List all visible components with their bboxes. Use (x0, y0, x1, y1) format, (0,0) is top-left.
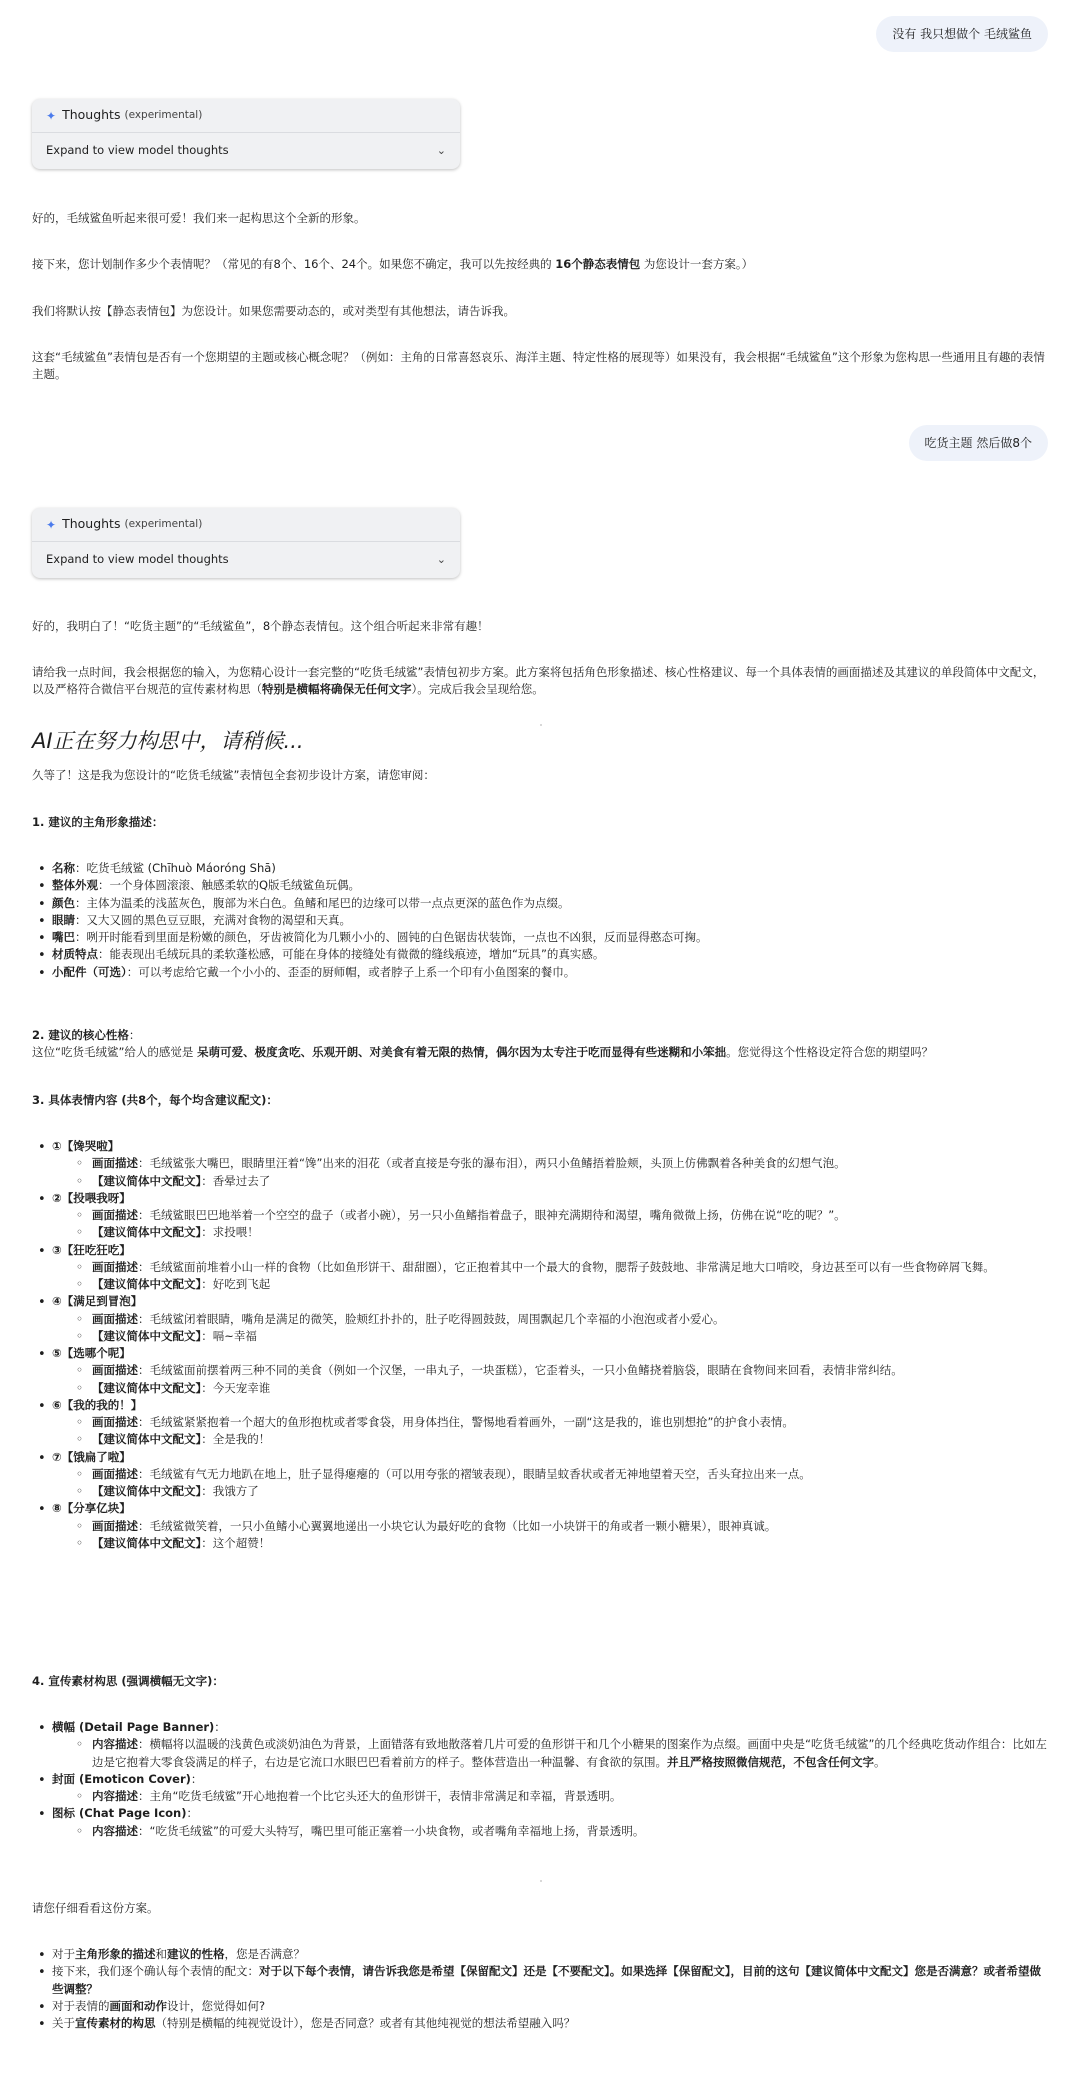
chevron-down-icon: ⌄ (436, 143, 446, 157)
list-item (32, 1719, 1048, 1771)
divider-dot (540, 1880, 542, 1882)
list-item (32, 1138, 1048, 1190)
reply-paragraph: 久等了！这是我为您设计的“吃货毛绒鲨”表情包全套初步设计方案，请您审阅： (32, 768, 435, 782)
item-key: 画面描述 (92, 1156, 138, 1171)
item-head: ③【狂吃狂吃】 (52, 1242, 131, 1257)
item-key: 【建议简体中文配文】 (92, 1173, 202, 1188)
bold-span: 画面和动作 (109, 1998, 167, 2013)
section-title: 3. 具体表情内容 (共8个，每个均含建议配文)： (32, 1093, 278, 1107)
sub-item (52, 1311, 1048, 1328)
promo-list (32, 1719, 1048, 1840)
user-message-row (32, 425, 1048, 461)
thoughts-title: Thoughts (62, 516, 121, 532)
item-value: ：毛绒鲨面前摆着两三种不同的美食（例如一个汉堡，一串丸子，一块蛋糕），它歪着头，一只小鱼鳍挠着脑袋，眼睛在食物间来回看，表情非常纠结。 (138, 1363, 903, 1378)
bold-span: 呆萌可爱、极度贪吃、乐观开朗、对美食有着无限的热情，偶尔因为太专注于吃而显得有些迷糊和小笨拙 (197, 1045, 727, 1060)
reply-paragraph: 好的，我明白了！“吃货主题”的“毛绒鲨鱼”，8个静态表情包。这个组合听起来非常有趣！ (32, 619, 489, 633)
sub-item (52, 1173, 1048, 1190)
sub-list (52, 1362, 1048, 1397)
sub-item (52, 1431, 1048, 1448)
thoughts-card-wrap (32, 99, 1048, 169)
text-span: 关于 (52, 2016, 75, 2030)
item-value: ：今天宠幸谁 (201, 1380, 271, 1395)
expand-thoughts-button[interactable] (32, 542, 460, 578)
expand-thoughts-label: Expand to view model thoughts (46, 143, 229, 158)
thoughts-header (32, 99, 460, 133)
sub-list (52, 1259, 1048, 1294)
text-span: ： (186, 1806, 199, 1821)
text-span: 和 (155, 1947, 167, 1961)
list-item (32, 1345, 1048, 1397)
item-head: ⑧【分享亿块】 (52, 1501, 131, 1516)
text-span: 对于表情的 (52, 1998, 110, 2013)
item-head: 封面 (Emoticon Cover) (52, 1771, 191, 1786)
section-title: 2. 建议的核心性格 (32, 1028, 129, 1042)
thoughts-header (32, 508, 460, 542)
item-value: ：求投喂！ (201, 1225, 259, 1240)
section-title: 4. 宣传素材构思 (强调横幅无文字)： (32, 1674, 224, 1688)
sub-list (52, 1207, 1048, 1242)
reply-paragraph: 这套“毛绒鲨鱼”表情包是否有一个您期望的主题或核心概念呢？（例如：主角的日常喜怒哀乐、海洋主题、特定性格的展现等）如果没有，我会根据“毛绒鲨鱼”这个形象为您构思一些通用且有趣的表情主题。 (32, 350, 1045, 382)
item-value: ：这个超赞！ (201, 1535, 271, 1550)
bold-span: 建议的性格 (167, 1947, 225, 1961)
bold-span: 16个静态表情包 (555, 257, 641, 271)
list-item (32, 1397, 1048, 1449)
reply-paragraph: 好的，毛绒鲨鱼听起来很可爱！我们来一起构思这个全新的形象。 (32, 211, 366, 225)
list-item (32, 1293, 1048, 1345)
item-head: ⑥【我的我的！】 (52, 1397, 143, 1412)
text-span: 为您设计一套方案。） (640, 257, 754, 271)
sub-list (52, 1788, 1048, 1805)
sub-item (52, 1466, 1048, 1483)
bold-span: 宣传素材的构思 (75, 2016, 156, 2030)
text-span: ： (190, 1771, 203, 1786)
sparkle-icon: ✦ (46, 108, 57, 123)
item-key: 内容描述 (92, 1789, 138, 1803)
item-key: 【建议简体中文配文】 (92, 1277, 202, 1291)
reply-paragraph: 请您仔细看看这份方案。 (32, 1901, 159, 1915)
bold-span: 并且严格按照微信规范，不包含任何文字 (667, 1754, 874, 1769)
item-value: ：嗝~幸福 (201, 1328, 257, 1343)
item-value: ：咧开时能看到里面是粉嫩的颜色，牙齿被简化为几颗小小的、圆钝的白色锯齿状装饰，一点也不凶狠，反而显得憨态可掬。 (75, 930, 708, 944)
list-item (32, 1190, 1048, 1242)
item-key: 材质特点 (52, 947, 98, 962)
text-span: ，您是否满意？ (224, 1947, 305, 1961)
list-item (32, 1449, 1048, 1501)
question-list (32, 1946, 1048, 2032)
sub-list (52, 1155, 1048, 1190)
emoticon-list (32, 1138, 1048, 1552)
reply-paragraph: 我们将默认按【静态表情包】为您设计。如果您需要动态的，或对类型有其他想法，请告诉我。 (32, 304, 515, 318)
thoughts-card-wrap (32, 508, 1048, 578)
text-span: ： (214, 1720, 226, 1734)
item-value: ：主角“吃货毛绒鲨”开心地抱着一个比它头还大的鱼形饼干，表情非常满足和幸福，背景透明。 (138, 1789, 622, 1803)
text-span: ）。完成后我会呈现给您。 (411, 682, 544, 697)
sub-list (52, 1518, 1048, 1553)
experimental-tag: (experimental) (124, 517, 203, 530)
item-value: ：“吃货毛绒鲨”的可爱大头特写，嘴巴里可能正塞着一小块食物，或者嘴角幸福地上扬，背景透明。 (138, 1823, 645, 1838)
sub-item (52, 1276, 1048, 1293)
item-value: ：全是我的！ (201, 1432, 271, 1447)
item-value: ：毛绒鲨紧紧抱着一个超大的鱼形抱枕或者零食袋，用身体挡住，警惕地看着画外，一副“这是我的，谁也别想抢”的护食小表情。 (138, 1415, 794, 1429)
item-key: 【建议简体中文配文】 (92, 1328, 202, 1343)
item-head: 图标 (Chat Page Icon) (52, 1806, 187, 1821)
bold-span: 对于以下每个表情，请告诉我您是希望【保留配文】还是【不要配文】。如果选择【保留配文】，目前的这句【建议简体中文配文】您是否满意？或者希望做些调整？ (52, 1964, 1041, 1996)
item-value: ：毛绒鲨张大嘴巴，眼睛里汪着“馋”出来的泪花（或者直接是夸张的瀑布泪），两只小鱼鳍捂着脸颊，头顶上仿佛飘着各种美食的幻想气泡。 (138, 1156, 846, 1171)
list-item (32, 1963, 1048, 1998)
item-key: 小配件（可选） (52, 964, 127, 979)
item-value: ：毛绒鲨面前堆着小山一样的食物（比如鱼形饼干、甜甜圈），它正抱着其中一个最大的食物，腮帮子鼓鼓地、非常满足地大口啃咬，身边甚至可以有一些食物碎屑飞舞。 (138, 1259, 995, 1274)
list-item (32, 929, 1048, 946)
list-item (32, 964, 1048, 981)
item-key: 【建议简体中文配文】 (92, 1484, 202, 1498)
text-span: 这位“吃货毛绒鲨”给人的感觉是 (32, 1045, 198, 1060)
chevron-down-icon: ⌄ (436, 552, 446, 566)
ai-status-title: AI正在努力构思中，请稍候... (32, 729, 304, 753)
item-value: ：能表现出毛绒玩具的柔软蓬松感，可能在身体的接缝处有微微的缝线痕迹，增加“玩具”的真实感。 (98, 947, 605, 962)
list-item (32, 1771, 1048, 1806)
item-value: ：毛绒鲨有气无力地趴在地上，肚子显得瘪瘪的（可以用夸张的褶皱表现），眼睛呈蚊香状或者无神地望着天空，舌头耷拉出来一点。 (138, 1466, 811, 1481)
list-item (32, 946, 1048, 963)
item-key: 内容描述 (92, 1823, 138, 1838)
list-item (32, 1500, 1048, 1552)
sub-item (52, 1736, 1048, 1771)
item-key: 整体外观 (52, 878, 98, 893)
list-item (32, 912, 1048, 929)
sub-item (52, 1155, 1048, 1172)
sparkle-icon: ✦ (46, 517, 57, 532)
item-key: 画面描述 (92, 1518, 138, 1533)
item-key: 颜色 (52, 895, 75, 910)
sub-item (52, 1259, 1048, 1276)
item-head: ①【馋哭啦】 (52, 1139, 120, 1153)
sub-item (52, 1380, 1048, 1397)
list-item (32, 877, 1048, 894)
item-head: ⑤【选哪个呢】 (52, 1346, 131, 1360)
item-key: 画面描述 (92, 1466, 138, 1481)
list-item (32, 895, 1048, 912)
item-head: ⑦【饿扁了啦】 (52, 1449, 131, 1464)
sub-item (52, 1328, 1048, 1345)
item-key: 画面描述 (92, 1311, 138, 1326)
item-value: ：我饿方了 (201, 1484, 259, 1498)
user-message-bubble: 没有 我只想做个 毛绒鲨鱼 (876, 16, 1048, 52)
user-message-bubble: 吃货主题 然后做8个 (909, 425, 1048, 461)
expand-thoughts-label: Expand to view model thoughts (46, 552, 229, 567)
reply-paragraph (32, 256, 1048, 273)
list-item (32, 1998, 1048, 2015)
sub-item (52, 1207, 1048, 1224)
item-value: ：毛绒鲨微笑着，一只小鱼鳍小心翼翼地递出一小块它认为最好吃的食物（比如一小块饼干的角或者一颗小糖果），眼神真诚。 (138, 1518, 777, 1533)
item-key: 内容描述 (92, 1737, 138, 1752)
sub-list (52, 1311, 1048, 1346)
item-value: ：横幅将以温暖的浅黄色或淡奶油色为背景，上面错落有致地散落着几片可爱的鱼形饼干和几个小糖果的图案作为点缀。画面中央是“吃货毛绒鲨”的几个经典吃货动作组合：比如左边是它抱着大零食袋满足的样子，右边是它流口水眼巴巴看着前方的样子。整体营造出一种温馨、有食欲的氛围。 (92, 1737, 1047, 1769)
thoughts-card (32, 508, 460, 578)
sub-item (52, 1788, 1048, 1805)
list-item (32, 860, 1048, 877)
sub-list (52, 1414, 1048, 1449)
sub-list (52, 1823, 1048, 1840)
item-value: ：又大又圆的黑色豆豆眼，充满对食物的渴望和天真。 (75, 912, 351, 927)
text-span: 。您觉得这个性格设定符合您的期望吗？ (726, 1045, 934, 1060)
list-item (32, 2015, 1048, 2032)
thoughts-card (32, 99, 460, 169)
section-title: 1. 建议的主角形象描述： (32, 815, 164, 829)
item-key: 名称 (52, 861, 75, 875)
item-key: 眼睛 (52, 912, 75, 927)
bold-span: 主角形象的描述 (75, 1947, 156, 1961)
item-key: 【建议简体中文配文】 (92, 1225, 202, 1240)
sub-item (52, 1224, 1048, 1241)
character-list (32, 860, 1048, 981)
item-value: ：毛绒鲨眼巴巴地举着一个空空的盘子（或者小碗），另一只小鱼鳍指着盘子，眼神充满期待和渴望，嘴角微微上扬，仿佛在说“吃的呢？”。 (138, 1208, 846, 1222)
bold-span: 特别是横幅将确保无任何文字 (262, 682, 412, 697)
text-span: ： (128, 1028, 141, 1042)
item-value: ：可以考虑给它戴一个小小的、歪歪的厨师帽，或者脖子上系一个印有小鱼图案的餐巾。 (126, 964, 576, 979)
list-item (32, 1946, 1048, 1963)
item-head: 横幅 (Detail Page Banner) (52, 1720, 215, 1734)
sub-item (52, 1535, 1048, 1552)
sub-item (52, 1414, 1048, 1431)
text-span: 设计，您觉得如何? (167, 1998, 266, 2013)
item-value: ：香晕过去了 (201, 1173, 271, 1188)
list-item (32, 1242, 1048, 1294)
item-value: ：毛绒鲨闭着眼睛，嘴角是满足的微笑，脸颊红扑扑的，肚子吃得圆鼓鼓，周围飘起几个幸福的小泡泡或者小爱心。 (138, 1311, 725, 1326)
sub-item (52, 1362, 1048, 1379)
item-key: 【建议简体中文配文】 (92, 1535, 202, 1550)
item-head: ④【满足到冒泡】 (52, 1294, 143, 1309)
item-key: 【建议简体中文配文】 (92, 1432, 202, 1447)
item-key: 【建议简体中文配文】 (92, 1380, 202, 1395)
item-key: 画面描述 (92, 1363, 138, 1378)
text-span: 对于 (52, 1947, 75, 1961)
sub-item (52, 1518, 1048, 1535)
item-value: ：一个身体圆滚滚、触感柔软的Q版毛绒鲨鱼玩偶。 (98, 878, 361, 893)
item-value: ：主体为温柔的浅蓝灰色，腹部为米白色。鱼鳍和尾巴的边缘可以带一点点更深的蓝色作为点缀。 (75, 895, 570, 910)
item-value: ：吃货毛绒鲨 (Chīhuò Máoróng Shā) (75, 861, 276, 875)
thoughts-title: Thoughts (62, 107, 121, 123)
expand-thoughts-button[interactable] (32, 133, 460, 169)
list-item (32, 1805, 1048, 1840)
item-key: 画面描述 (92, 1415, 138, 1429)
text-span: （特别是横幅的纯视觉设计），您是否同意？或者有其他纯视觉的想法希望融入吗？ (155, 2016, 576, 2030)
reply-paragraph (32, 664, 1048, 699)
section-paragraph (32, 1027, 1048, 1062)
sub-item (52, 1483, 1048, 1500)
item-value: ：好吃到飞起 (201, 1277, 271, 1291)
sub-list (52, 1736, 1048, 1771)
item-key: 画面描述 (92, 1208, 138, 1222)
user-message-row (32, 16, 1048, 52)
item-head: ②【投喂我呀】 (52, 1190, 131, 1205)
item-key: 嘴巴 (52, 930, 75, 944)
sub-list (52, 1466, 1048, 1501)
item-key: 画面描述 (92, 1259, 138, 1274)
text-span: 接下来，我们逐个确认每个表情的配文： (52, 1964, 259, 1979)
text-span: 请给我一点时间，我会根据您的输入，为您精心设计一套完整的“吃货毛绒鲨”表情包初步方案。此方案将包括角色形象描述、核心性格建议、每一个具体表情的画面描述及其建议的单段简体中文配文，以及严格符合微信平台规范的宣传素材构思（ (32, 665, 1045, 697)
text-span: 。 (874, 1754, 886, 1769)
experimental-tag: (experimental) (124, 108, 203, 121)
text-span: 接下来，您计划制作多少个表情呢？（常见的有8个、16个、24个。如果您不确定，我可以先按经典的 (32, 257, 556, 271)
sub-item (52, 1823, 1048, 1840)
